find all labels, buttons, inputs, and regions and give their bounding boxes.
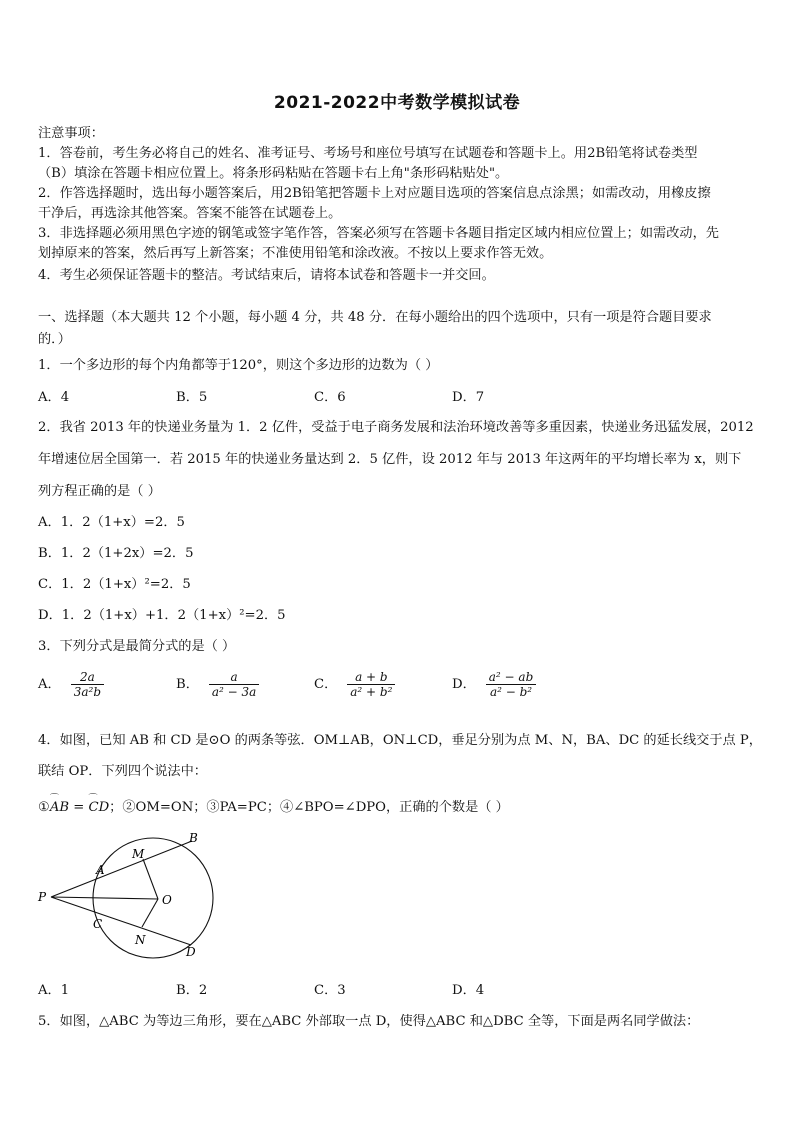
label-b: B — [189, 831, 198, 845]
option-label: D． — [452, 677, 476, 692]
notice-line: 4．考生必须保证答题卡的整洁。考试结束后，请将本试卷和答题卡一并交回。 — [38, 268, 495, 283]
question-2-stem: 2．我省 2013 年的快递业务量为 1．2 亿件，受益于电子商务发展和法治环境改善等多重因素，快递业务迅猛发展，2012 — [38, 420, 754, 435]
q2-option-a: A．1．2（1+x）=2．5 — [38, 515, 185, 530]
question-2-stem: 年增速位居全国第一．若 2015 年的快递业务量达到 2．5 亿件，设 2012 年与 2013 年这两年的平均增长率为 x，则下 — [38, 452, 742, 467]
q1-option-a: A．4 — [38, 390, 70, 405]
q1-option-c: C．6 — [314, 390, 346, 405]
notice-line: 3．非选择题必须用黑色字迹的钢笔或签字笔作答，答案必须写在答题卡各题目指定区域内相应位置上；如需改动，先 — [38, 226, 719, 241]
question-4-statements — [38, 796, 760, 815]
notice-line: （B）填涂在答题卡相应位置上。将条形码粘贴在答题卡右上角"条形码粘贴处"。 — [38, 166, 509, 181]
q4-option-c: C．3 — [314, 983, 346, 998]
label-p: P — [38, 890, 47, 904]
q2-option-b: B．1．2（1+2x）=2．5 — [38, 546, 194, 561]
fraction — [71, 670, 104, 699]
denominator: a² + b² — [347, 684, 395, 699]
question-4-stem: 联结 OP．下列四个说法中： — [38, 764, 207, 779]
notice-line: 1．答卷前，考生务必将自己的姓名、准考证号、考场号和座位号填写在试题卷和答题卡上。用2B铅笔将试卷类型 — [38, 146, 698, 161]
option-label: C． — [314, 677, 338, 692]
q3-option-a — [38, 670, 104, 699]
q1-option-b: B．5 — [176, 390, 208, 405]
line-on — [142, 899, 158, 927]
label-d: D — [186, 945, 196, 959]
arc-cd: ⌒ CD — [88, 800, 109, 815]
section-heading-cont: 的．） — [38, 332, 71, 347]
line-om — [143, 859, 158, 899]
label-m: M — [132, 847, 145, 861]
label-n: N — [135, 933, 146, 947]
page-title: 2021-2022中考数学模拟试卷 — [273, 93, 521, 113]
equals-sign: = — [69, 800, 89, 815]
label-c: C — [93, 917, 103, 931]
q2-option-d: D．1．2（1+x）+1．2（1+x）²=2．5 — [38, 608, 286, 623]
q4-option-b: B．2 — [176, 983, 208, 998]
label-o: O — [162, 893, 172, 907]
numerator: a — [230, 670, 238, 684]
question-4-stem: 4．如图，已知 AB 和 CD 是⊙O 的两条等弦．OM⊥AB，ON⊥CD，垂足分别为点 M、N，BA、DC 的延长线交于点 P， — [38, 733, 762, 748]
q2-option-c: C．1．2（1+x）²=2．5 — [38, 577, 191, 592]
line-po — [51, 897, 158, 899]
fraction — [486, 670, 536, 699]
numerator: 2a — [79, 670, 95, 684]
q3-option-c — [314, 670, 395, 699]
option-label: B． — [176, 677, 199, 692]
statement-rest: ；②OM=ON；③PA=PC；④∠BPO=∠DPO，正确的个数是（ ） — [109, 800, 509, 815]
line-pb — [51, 841, 192, 897]
q4-option-d: D．4 — [452, 983, 485, 998]
notice-line: 2．作答选择题时，选出每小题答案后，用2B铅笔把答题卡上对应题目选项的答案信息点涂黑；如需改动，用橡皮擦 — [38, 186, 711, 201]
label-a: A — [96, 863, 105, 877]
question-5-stem: 5．如图，△ABC 为等边三角形，要在△ABC 外部取一点 D，使得△ABC 和△DBC 全等，下面是两名同学做法： — [38, 1014, 700, 1029]
denominator: 3a²b — [71, 684, 104, 699]
q1-option-d: D．7 — [452, 390, 485, 405]
notice-heading: 注意事项： — [38, 126, 104, 141]
circle-figure — [34, 828, 234, 960]
q3-option-d — [452, 670, 536, 699]
arc-ab: ⌒ AB — [50, 800, 69, 815]
q3-option-b — [176, 670, 259, 699]
notice-line: 干净后，再选涂其他答案。答案不能答在试题卷上。 — [38, 206, 342, 221]
fraction — [347, 670, 395, 699]
denominator: a² − b² — [486, 684, 536, 699]
q4-option-a: A．1 — [38, 983, 70, 998]
notice-line: 划掉原来的答案，然后再写上新答案；不准使用铅笔和涂改液。不按以上要求作答无效。 — [38, 246, 553, 261]
option-label: A． — [38, 677, 61, 692]
question-2-stem: 列方程正确的是（ ） — [38, 484, 161, 499]
statement-marker: ① — [38, 800, 50, 815]
section-heading: 一、选择题（本大题共 12 个小题，每小题 4 分，共 48 分．在每小题给出的四个选项中，只有一项是符合题目要求 — [38, 310, 712, 325]
fraction — [209, 670, 259, 699]
numerator: a + b — [355, 670, 388, 684]
question-3-stem: 3．下列分式是最简分式的是（ ） — [38, 639, 236, 654]
denominator: a² − 3a — [209, 684, 259, 699]
question-1-stem: 1．一个多边形的每个内角都等于120°，则这个多边形的边数为（ ） — [38, 358, 439, 373]
numerator: a² − ab — [488, 670, 534, 684]
